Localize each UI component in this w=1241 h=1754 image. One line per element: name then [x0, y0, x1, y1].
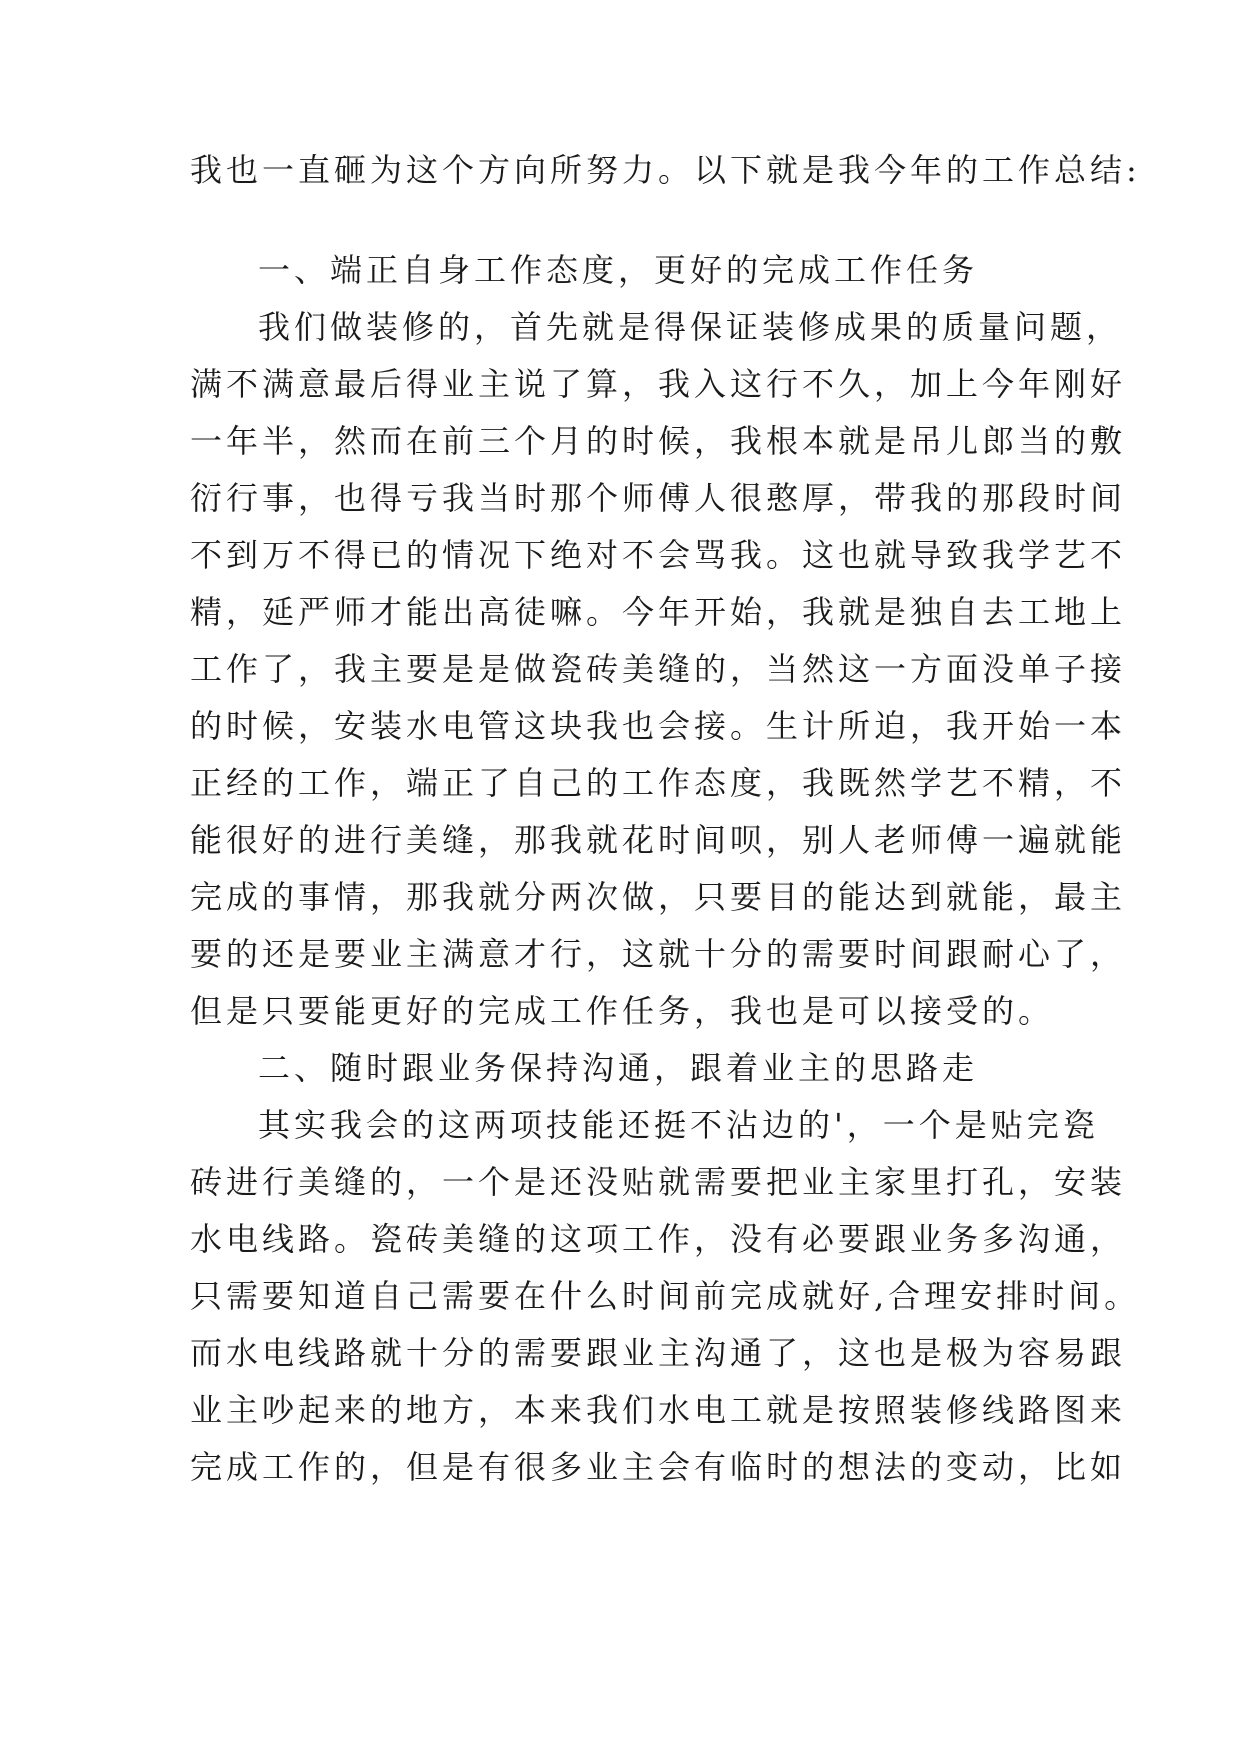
section-heading-2: 二、随时跟业务保持沟通，跟着业主的思路走	[258, 1049, 979, 1087]
body-line: 正经的工作，端正了自己的工作态度，我既然学艺不精，不	[190, 764, 1127, 802]
body-line: 其实我会的这两项技能还挺不沾边的'，一个是贴完瓷	[258, 1106, 1099, 1144]
body-line: 满不满意最后得业主说了算，我入这行不久，加上今年刚好	[190, 365, 1127, 403]
body-line: 的时候，安装水电管这块我也会接。生计所迫，我开始一本	[190, 707, 1127, 745]
body-line: 工作了，我主要是是做瓷砖美缝的，当然这一方面没单子接	[190, 650, 1127, 688]
body-line: 我也一直砸为这个方向所努力。以下就是我今年的工作总结:	[190, 151, 1141, 189]
body-line: 能很好的进行美缝，那我就花时间呗，别人老师傅一遍就能	[190, 821, 1127, 859]
body-line: 不到万不得已的情况下绝对不会骂我。这也就导致我学艺不	[190, 536, 1127, 574]
body-line: 完成的事情，那我就分两次做，只要目的能达到就能，最主	[190, 878, 1127, 916]
body-line: 业主吵起来的地方，本来我们水电工就是按照装修线路图来	[190, 1391, 1127, 1429]
body-line: 完成工作的，但是有很多业主会有临时的想法的变动，比如	[190, 1448, 1127, 1486]
body-line: 我们做装修的，首先就是得保证装修成果的质量问题，	[258, 308, 1123, 346]
body-line: 衍行事，也得亏我当时那个师傅人很憨厚，带我的那段时间	[190, 479, 1127, 517]
body-line: 而水电线路就十分的需要跟业主沟通了，这也是极为容易跟	[190, 1334, 1127, 1372]
section-heading-1: 一、端正自身工作态度，更好的完成工作任务	[258, 251, 979, 289]
body-line: 只需要知道自己需要在什么时间前完成就好,合理安排时间。	[190, 1277, 1141, 1315]
body-line: 精，延严师才能出高徒嘛。今年开始，我就是独自去工地上	[190, 593, 1127, 631]
body-line: 要的还是要业主满意才行，这就十分的需要时间跟耐心了，	[190, 935, 1127, 973]
body-line: 水电线路。瓷砖美缝的这项工作，没有必要跟业务多沟通，	[190, 1220, 1127, 1258]
body-line: 但是只要能更好的完成工作任务，我也是可以接受的。	[190, 992, 1055, 1030]
body-line: 一年半，然而在前三个月的时候，我根本就是吊儿郎当的敷	[190, 422, 1127, 460]
body-line: 砖进行美缝的，一个是还没贴就需要把业主家里打孔，安装	[190, 1163, 1127, 1201]
